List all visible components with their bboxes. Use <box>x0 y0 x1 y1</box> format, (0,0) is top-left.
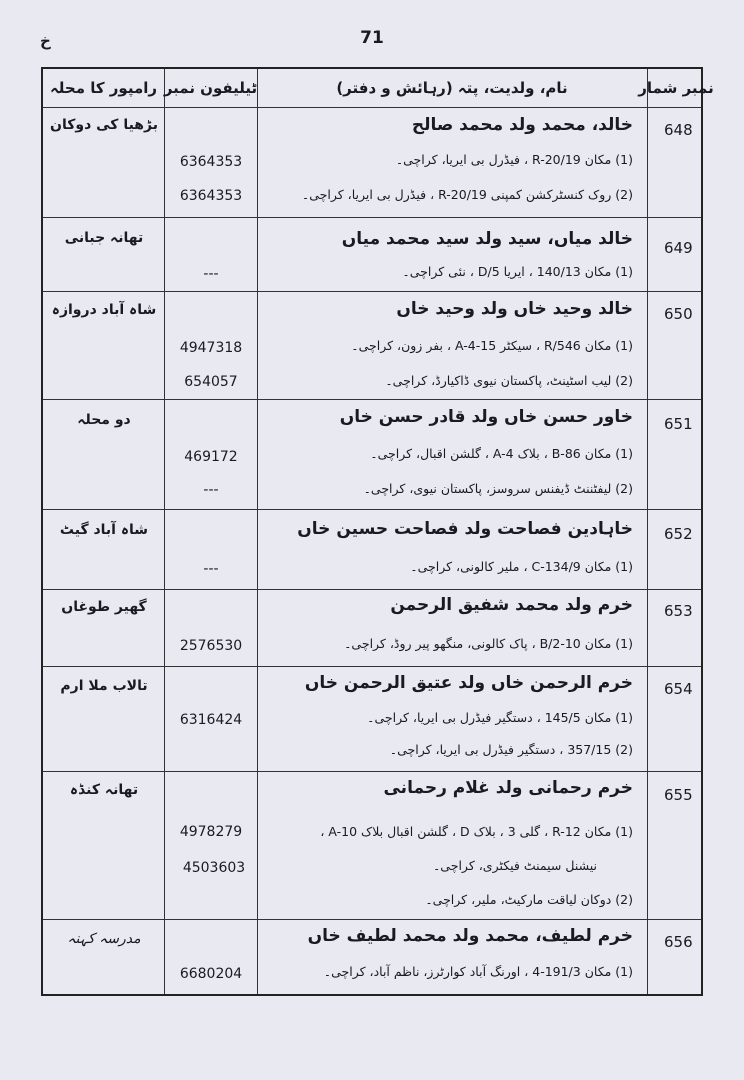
rampur-mohalla: تالاب ملا ارم <box>60 678 148 694</box>
row-divider <box>43 217 701 218</box>
phone-number: --- <box>203 266 219 282</box>
phone-number: 2576530 <box>179 638 243 654</box>
phone-number: 6680204 <box>179 966 243 982</box>
address-line: (2) لیب اسٹینٹ، پاکستان نیوی ڈاکیارڈ، کراچی۔ <box>385 373 633 388</box>
phone-number: 4978279 <box>179 824 243 840</box>
column-divider <box>257 69 258 994</box>
row-divider <box>43 509 701 510</box>
phone-number: 6316424 <box>179 712 243 728</box>
address-line: (1) مکان C-134/9 ، ملیر کالونی، کراچی۔ <box>410 559 633 574</box>
address-line: (2) روک کنسٹرکشن کمپنی R-20/19 ، فیڈرل بی ایریا، کراچی۔ <box>301 187 633 202</box>
address-line: (2) لیفٹننٹ ڈیفنس سروسز، پاکستان نیوی، کراچی۔ <box>363 481 633 496</box>
header-serial: نمبر شمار <box>638 79 714 97</box>
person-name: خرم الرحمن خاں ولد عتیق الرحمن خاں <box>304 673 633 693</box>
rampur-mohalla: گھیر طوغاں <box>61 599 147 615</box>
header-phone: ٹیلیفون نمبر <box>163 79 258 97</box>
row-divider <box>43 919 701 920</box>
serial-number: 654 <box>664 680 693 698</box>
address-line: (1) مکان 191/3-4 ، اورنگ آباد کوارٹرز، ناظم آباد، کراچی۔ <box>323 964 633 979</box>
page-number: 71 <box>360 28 384 48</box>
person-name: خالد وحید خاں ولد وحید خاں <box>396 299 633 319</box>
header-rampur: رامپور کا محلہ <box>49 79 158 97</box>
phone-number: 654057 <box>184 374 238 390</box>
phone-number: 4503603 <box>182 860 246 876</box>
address-line: نیشنل سیمنٹ فیکٹری، کراچی۔ <box>432 858 597 873</box>
row-divider <box>43 589 701 590</box>
rampur-mohalla: تھانہ جبانی <box>64 230 144 246</box>
person-name: خرم لطیف، محمد ولد محمد لطیف خاں <box>307 926 633 946</box>
person-name: خاور حسن خاں ولد قادر حسن خاں <box>339 407 633 427</box>
row-divider <box>43 107 701 108</box>
serial-number: 653 <box>664 602 693 620</box>
rampur-mohalla: دو محلہ <box>77 412 131 428</box>
rampur-mohalla: تھانہ کنڈہ <box>69 782 139 798</box>
serial-number: 648 <box>664 121 693 139</box>
address-line: (1) مکان R-12 ، گلی 3 ، بلاک D ، گلشن اقبال بلاک A-10 ، <box>320 824 633 839</box>
address-line: (2) دوکان لیاقت مارکیٹ، ملیر، کراچی۔ <box>425 892 633 907</box>
serial-number: 649 <box>664 239 693 257</box>
phone-number: 6364353 <box>179 154 243 170</box>
address-line: (2) 357/15 ، دستگیر فیڈرل بی ایریا، کراچی۔ <box>389 742 633 757</box>
rampur-mohalla: شاہ آباد دروازہ <box>51 302 157 318</box>
address-line: (1) مکان R/546 ، سیکٹر 15-A-4 ، بفر زون، کراچی۔ <box>351 338 633 353</box>
serial-number: 656 <box>664 933 693 951</box>
phone-number: 4947318 <box>179 340 243 356</box>
header-name: نام، ولدیت، پتہ (رہائش و دفتر) <box>336 79 568 97</box>
phone-number: 469172 <box>184 449 238 465</box>
row-divider <box>43 666 701 667</box>
address-line: (1) مکان R-20/19 ، فیڈرل بی ایریا، کراچی۔ <box>395 152 633 167</box>
rampur-mohalla: بڑھیا کی دوکان <box>50 117 158 133</box>
address-line: (1) مکان 140/13 ، ایریا 5/D ، نئی کراچی۔ <box>402 264 633 279</box>
row-divider <box>43 771 701 772</box>
rampur-mohalla: مدرسہ کہنہ <box>67 931 141 947</box>
address-line: (1) مکان 145/5 ، دستگیر فیڈرل بی ایریا، کراچی۔ <box>367 710 633 725</box>
person-name: خاہادین فصاحت ولد فصاحت حسین خاں <box>297 519 633 539</box>
person-name: خالد میاں، سید ولد سید محمد میاں <box>341 229 633 249</box>
address-line: (1) مکان B-86 ، بلاک A-4 ، گلشن اقبال، کراچی۔ <box>370 446 633 461</box>
phone-number: --- <box>203 482 219 498</box>
rampur-mohalla: شاہ آباد گیٹ <box>59 522 149 538</box>
person-name: خرم رحمانی ولد غلام رحمانی <box>383 778 633 798</box>
serial-number: 655 <box>664 786 693 804</box>
person-name: خالد، محمد ولد محمد صالح <box>411 115 633 135</box>
phone-number: --- <box>203 561 219 577</box>
row-divider <box>43 399 701 400</box>
section-letter: خ <box>40 32 51 50</box>
column-divider <box>647 69 648 994</box>
column-divider <box>164 69 165 994</box>
serial-number: 651 <box>664 415 693 433</box>
person-name: خرم ولد محمد شفیق الرحمن <box>390 595 633 615</box>
row-divider <box>43 291 701 292</box>
phone-number: 6364353 <box>179 188 243 204</box>
serial-number: 652 <box>664 525 693 543</box>
directory-table <box>41 67 714 996</box>
address-line: (1) مکان B/2-10 ، پاک کالونی، منگھو پیر روڈ، کراچی۔ <box>344 636 633 651</box>
serial-number: 650 <box>664 305 693 323</box>
